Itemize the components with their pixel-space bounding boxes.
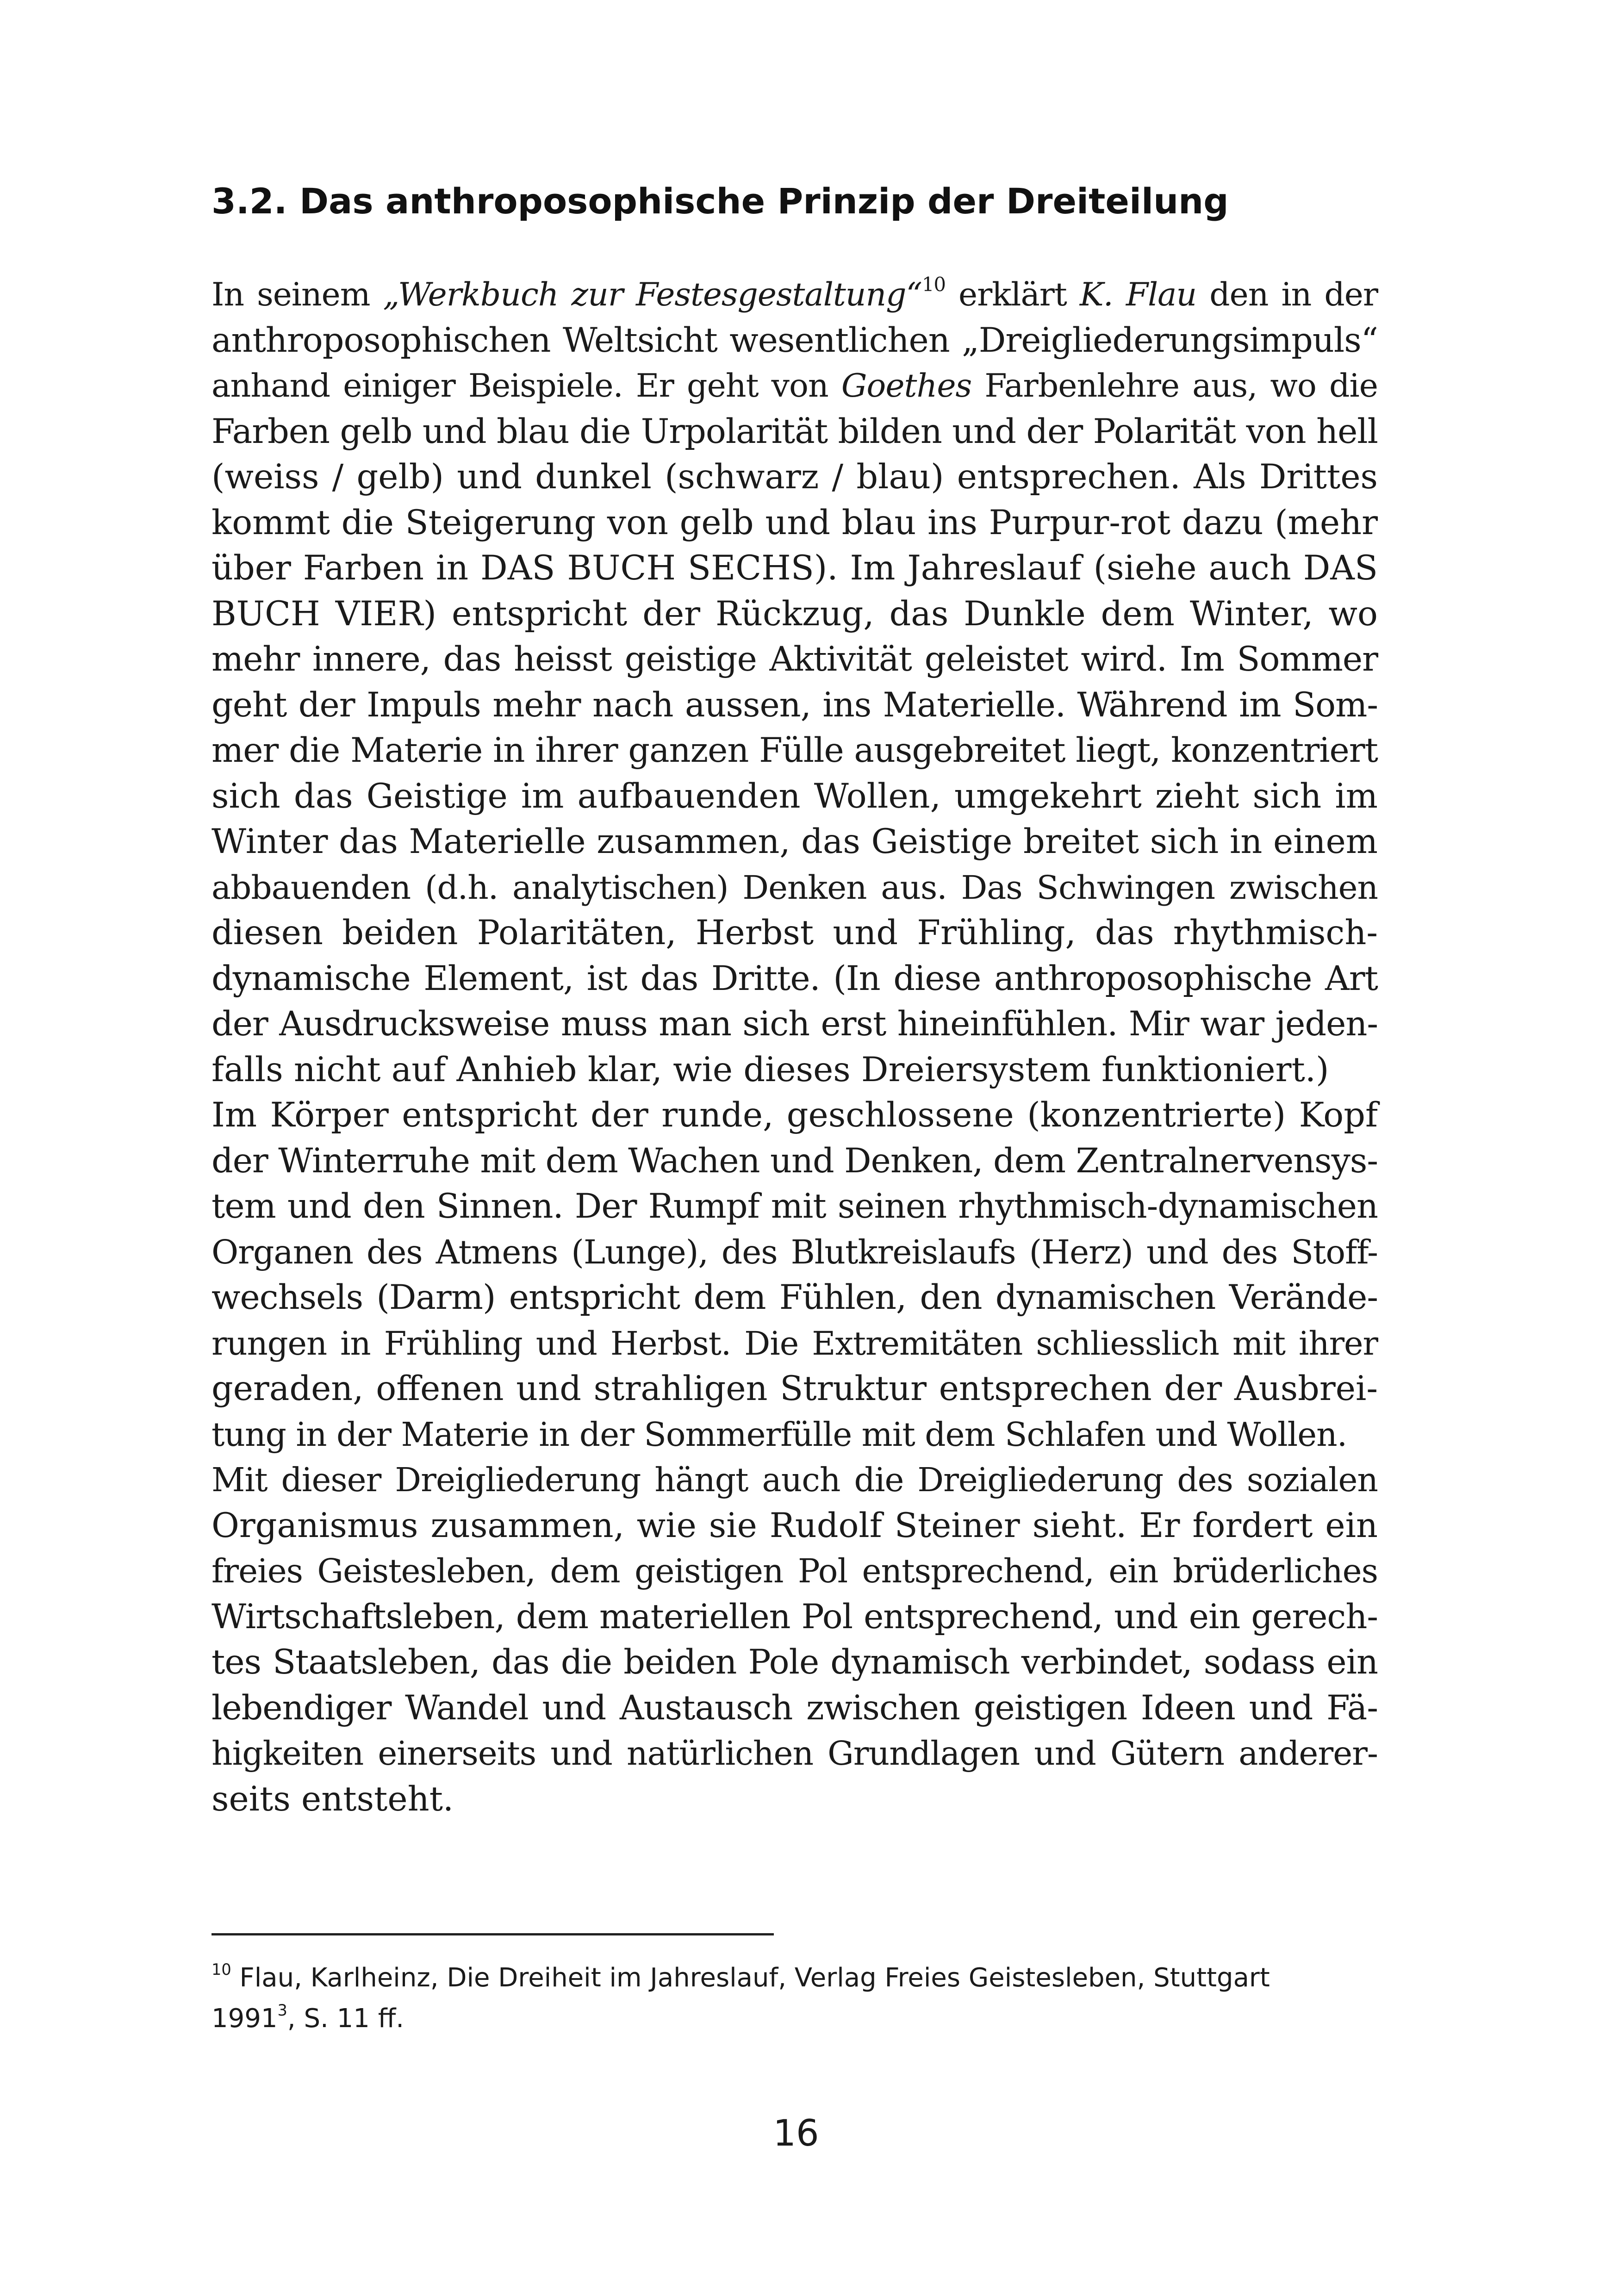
text-run: tem und den Sinnen. Der Rumpf mit seinen rhythmisch-dynamischen xyxy=(212,1187,1378,1226)
text-run: higkeiten einerseits und natürlichen Grundlagen und Gütern anderer- xyxy=(212,1734,1378,1773)
text-run: der Ausdrucksweise muss man sich erst hineinfühlen. Mir war jeden- xyxy=(212,1004,1378,1044)
body-line xyxy=(212,1777,1378,1823)
text-run: abbauenden (d.h. analytischen) Denken aus. Das Schwingen zwischen xyxy=(212,868,1378,907)
footnote-pages: , S. 11 ff. xyxy=(287,2004,404,2034)
text-run: Organismus zusammen, wie sie Rudolf Steiner sieht. Er fordert ein xyxy=(212,1506,1378,1545)
text-run: In seinem xyxy=(212,276,383,313)
body-line xyxy=(212,956,1378,1002)
body-line xyxy=(212,546,1378,591)
body-line xyxy=(212,1047,1378,1093)
footnote-text: Flau, Karlheinz, Die Dreiheit im Jahreslauf, Verlag Freies Geistesleben, Stuttgart xyxy=(231,1963,1270,1993)
text-run: geraden, offenen und strahligen Struktur entsprechen der Ausbrei- xyxy=(212,1369,1378,1408)
text-run: falls nicht auf Anhieb klar, wie dieses Dreiersystem funktioniert.) xyxy=(212,1050,1329,1089)
body-line xyxy=(212,1640,1378,1686)
footnote-line-2 xyxy=(212,1998,1378,2039)
text-run: den in der xyxy=(1196,276,1378,313)
body-line xyxy=(212,1184,1378,1230)
body-line xyxy=(212,819,1378,865)
text-run: erklärt xyxy=(945,276,1080,313)
footnote-line-1 xyxy=(212,1958,1378,1998)
body-line xyxy=(212,1321,1378,1367)
body-text xyxy=(212,272,1378,1822)
body-line xyxy=(212,409,1378,455)
page-number: 16 xyxy=(773,2113,819,2154)
text-run: sich das Geistige im aufbauenden Wollen, umgekehrt zieht sich im xyxy=(212,776,1378,816)
body-line xyxy=(212,272,1378,318)
text-run: der Winterruhe mit dem Wachen und Denken, dem Zentralnervensys- xyxy=(212,1141,1378,1181)
text-run: geht der Impuls mehr nach aussen, ins Materielle. Während im Som- xyxy=(212,685,1378,725)
body-line xyxy=(212,591,1378,637)
footnote-marker: 10 xyxy=(212,1960,231,1979)
body-line xyxy=(212,910,1378,956)
text-run: anhand einiger Beispiele. Er geht von xyxy=(212,367,841,404)
body-line xyxy=(212,1275,1378,1321)
text-run: kommt die Steigerung von gelb und blau ins Purpur-rot dazu (mehr xyxy=(212,503,1378,542)
body-line xyxy=(212,865,1378,911)
body-line xyxy=(212,1731,1378,1777)
footnote-separator xyxy=(212,1933,774,1935)
text-run: Farbenlehre aus, wo die xyxy=(971,367,1378,404)
italic-run: „Werkbuch zur Festesgestaltung“ xyxy=(383,276,922,313)
italic-run: K. Flau xyxy=(1079,276,1197,313)
body-line xyxy=(212,683,1378,728)
body-line xyxy=(212,1002,1378,1047)
footnote-edition: 3 xyxy=(277,2001,287,2019)
text-run: mer die Materie in ihrer ganzen Fülle ausgebreitet liegt, konzentriert xyxy=(212,731,1378,770)
footnote-year: 1991 xyxy=(212,2004,278,2034)
body-line xyxy=(212,318,1378,364)
text-run: anthroposophischen Weltsicht wesentlichen „Dreigliederungsimpuls“ xyxy=(212,320,1378,360)
text-run: Organen des Atmens (Lunge), des Blutkreislaufs (Herz) und des Stoff- xyxy=(212,1232,1378,1271)
body-line xyxy=(212,774,1378,820)
body-line xyxy=(212,1457,1378,1503)
text-run: freies Geistesleben, dem geistigen Pol entsprechend, ein brüderliches xyxy=(212,1552,1378,1590)
text-run: mehr innere, das heisst geistige Aktivität geleistet wird. Im Sommer xyxy=(212,640,1378,679)
footnote xyxy=(212,1958,1378,2039)
body-line xyxy=(212,1093,1378,1139)
text-run: Farben gelb und blau die Urpolarität bilden und der Polarität von hell xyxy=(212,411,1378,451)
italic-run: Goethes xyxy=(841,367,972,404)
text-run: diesen beiden Polaritäten, Herbst und Frühling, das rhythmisch- xyxy=(212,913,1378,952)
text-run: Mit dieser Dreigliederung hängt auch die Dreigliederung des sozialen xyxy=(212,1461,1378,1499)
text-run: Wirtschaftsleben, dem materiellen Pol entsprechend, und ein gerech- xyxy=(212,1597,1378,1636)
text-run: über Farben in DAS BUCH SECHS). Im Jahreslauf (siehe auch DAS xyxy=(212,548,1378,588)
body-line xyxy=(212,1549,1378,1594)
text-run: Winter das Materielle zusammen, das Geistige breitet sich in einem xyxy=(212,822,1378,861)
body-line xyxy=(212,1503,1378,1549)
text-run: tung in der Materie in der Sommerfülle mit dem Schlafen und Wollen. xyxy=(212,1415,1347,1454)
body-line xyxy=(212,1366,1378,1412)
text-run: rungen in Frühling und Herbst. Die Extremitäten schliesslich mit ihrer xyxy=(212,1324,1378,1363)
footnote-reference: 10 xyxy=(922,273,946,296)
body-line xyxy=(212,1594,1378,1640)
text-run: Im Körper entspricht der runde, geschlossene (konzentrierte) Kopf xyxy=(212,1095,1378,1135)
text-run: wechsels (Darm) entspricht dem Fühlen, den dynamischen Verände- xyxy=(212,1278,1378,1317)
body-line xyxy=(212,454,1378,500)
text-run: lebendiger Wandel und Austausch zwischen geistigen Ideen und Fä- xyxy=(212,1688,1378,1728)
text-run: (weiss / gelb) und dunkel (schwarz / blau) entsprechen. Als Drittes xyxy=(212,457,1378,497)
body-line xyxy=(212,637,1378,683)
body-line xyxy=(212,500,1378,546)
body-line xyxy=(212,1230,1378,1276)
body-line xyxy=(212,363,1378,409)
body-line xyxy=(212,1412,1378,1458)
section-heading: 3.2. Das anthroposophische Prinzip der Dreiteilung xyxy=(212,180,1229,222)
body-line xyxy=(212,728,1378,774)
body-line xyxy=(212,1139,1378,1184)
text-run: dynamische Element, ist das Dritte. (In diese anthroposophische Art xyxy=(212,958,1378,998)
text-run: seits entsteht. xyxy=(212,1779,454,1819)
body-line xyxy=(212,1686,1378,1731)
text-run: BUCH VIER) entspricht der Rückzug, das Dunkle dem Winter, wo xyxy=(212,594,1378,634)
text-run: tes Staatsleben, das die beiden Pole dynamisch verbindet, sodass ein xyxy=(212,1643,1378,1682)
